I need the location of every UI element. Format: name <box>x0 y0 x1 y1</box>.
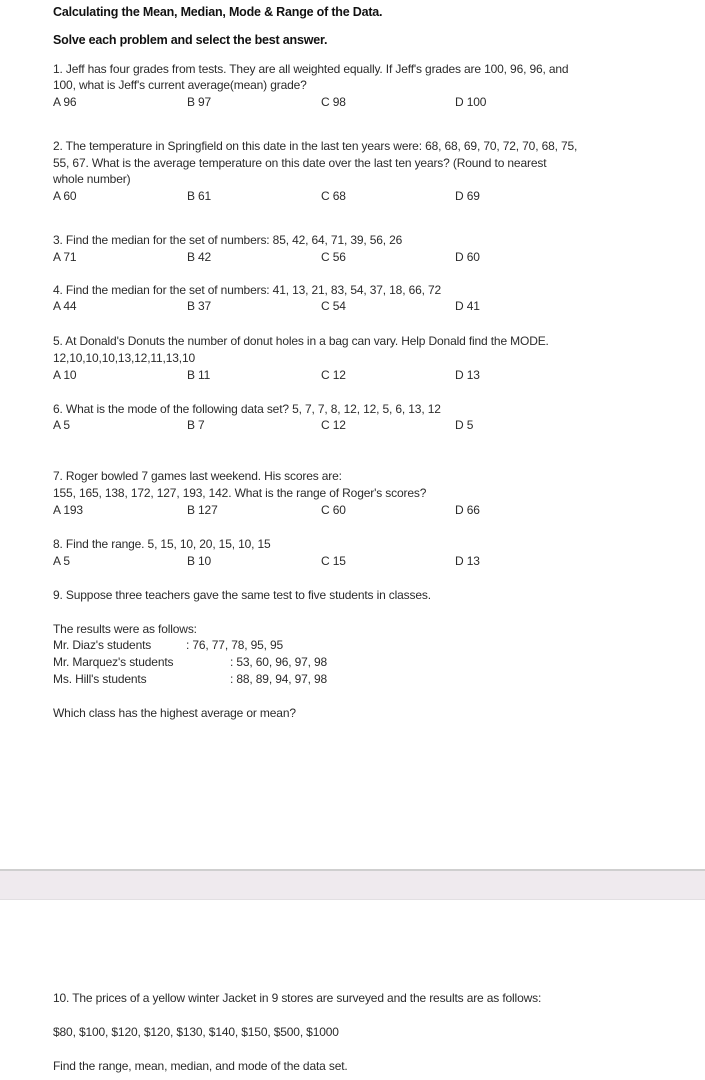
option-b[interactable]: B 127 <box>187 503 218 517</box>
option-a[interactable]: A 5 <box>53 554 70 568</box>
option-d[interactable]: D 60 <box>455 250 480 264</box>
question-text: 10. The prices of a yellow winter Jacket in 9 stores are surveyed and the results are as follows: <box>53 991 542 1005</box>
price-list: $80, $100, $120, $120, $130, $140, $150, $500, $1000 <box>53 1025 339 1039</box>
option-c[interactable]: C 15 <box>321 554 346 568</box>
option-b[interactable]: B 11 <box>187 368 211 382</box>
question-text: 155, 165, 138, 172, 127, 193, 142. What is the range of Roger's scores? <box>53 486 427 500</box>
option-a[interactable]: A 5 <box>53 418 70 432</box>
option-d[interactable]: D 69 <box>455 189 480 203</box>
page-separator <box>0 869 705 900</box>
option-a[interactable]: A 10 <box>53 368 77 382</box>
results-label: The results were as follows: <box>53 622 197 636</box>
question-text: 100, what is Jeff's current average(mean) grade? <box>53 78 307 92</box>
question-text: Find the range, mean, median, and mode of the data set. <box>53 1059 348 1073</box>
option-b[interactable]: B 37 <box>187 299 212 313</box>
option-b[interactable]: B 61 <box>187 189 212 203</box>
question-text: 6. What is the mode of the following data set? 5, 7, 7, 8, 12, 12, 5, 6, 13, 12 <box>53 402 441 416</box>
question-text: 12,10,10,10,13,12,11,13,10 <box>53 351 196 365</box>
question-text: 7. Roger bowled 7 games last weekend. His scores are: <box>53 469 342 483</box>
worksheet-title: Calculating the Mean, Median, Mode & Range of the Data. <box>53 5 383 19</box>
option-a[interactable]: A 60 <box>53 189 77 203</box>
option-d[interactable]: D 13 <box>455 368 480 382</box>
class-name: Ms. Hill's students <box>53 672 147 686</box>
option-a[interactable]: A 96 <box>53 95 77 109</box>
question-text: 2. The temperature in Springfield on this date in the last ten years were: 68, 68, 69, 70, 72, 70, 68, 75, <box>53 139 578 153</box>
option-b[interactable]: B 97 <box>187 95 212 109</box>
class-name: Mr. Diaz's students <box>53 638 152 652</box>
option-c[interactable]: C 60 <box>321 503 346 517</box>
option-d[interactable]: D 66 <box>455 503 480 517</box>
option-d[interactable]: D 41 <box>455 299 480 313</box>
question-text: Which class has the highest average or mean? <box>53 706 296 720</box>
worksheet-instructions: Solve each problem and select the best answer. <box>53 33 328 47</box>
question-text: 5. At Donald's Donuts the number of donut holes in a bag can vary. Help Donald find the MODE. <box>53 334 549 348</box>
option-a[interactable]: A 71 <box>53 250 77 264</box>
option-d[interactable]: D 13 <box>455 554 480 568</box>
option-c[interactable]: C 98 <box>321 95 346 109</box>
class-scores: : 88, 89, 94, 97, 98 <box>230 672 328 686</box>
option-c[interactable]: C 12 <box>321 418 346 432</box>
option-c[interactable]: C 56 <box>321 250 346 264</box>
option-c[interactable]: C 54 <box>321 299 346 313</box>
question-text: 8. Find the range. 5, 15, 10, 20, 15, 10, 15 <box>53 537 271 551</box>
option-a[interactable]: A 193 <box>53 503 83 517</box>
option-b[interactable]: B 7 <box>187 418 205 432</box>
question-text: 1. Jeff has four grades from tests. They are all weighted equally. If Jeff's grades are 100, 96, 96, and <box>53 62 569 76</box>
option-b[interactable]: B 10 <box>187 554 212 568</box>
option-d[interactable]: D 100 <box>455 95 487 109</box>
question-text: 9. Suppose three teachers gave the same test to five students in classes. <box>53 588 431 602</box>
question-text: 3. Find the median for the set of numbers: 85, 42, 64, 71, 39, 56, 26 <box>53 233 403 247</box>
class-name: Mr. Marquez's students <box>53 655 174 669</box>
worksheet-page-2 <box>0 900 705 1080</box>
class-scores: : 76, 77, 78, 95, 95 <box>186 638 284 652</box>
option-a[interactable]: A 44 <box>53 299 77 313</box>
option-d[interactable]: D 5 <box>455 418 474 432</box>
class-scores: : 53, 60, 96, 97, 98 <box>230 655 328 669</box>
question-text: 55, 67. What is the average temperature on this date over the last ten years? (Round to nearest <box>53 156 547 170</box>
question-text: 4. Find the median for the set of numbers: 41, 13, 21, 83, 54, 37, 18, 66, 72 <box>53 283 442 297</box>
option-c[interactable]: C 68 <box>321 189 346 203</box>
question-text: whole number) <box>53 172 131 186</box>
option-c[interactable]: C 12 <box>321 368 346 382</box>
option-b[interactable]: B 42 <box>187 250 212 264</box>
